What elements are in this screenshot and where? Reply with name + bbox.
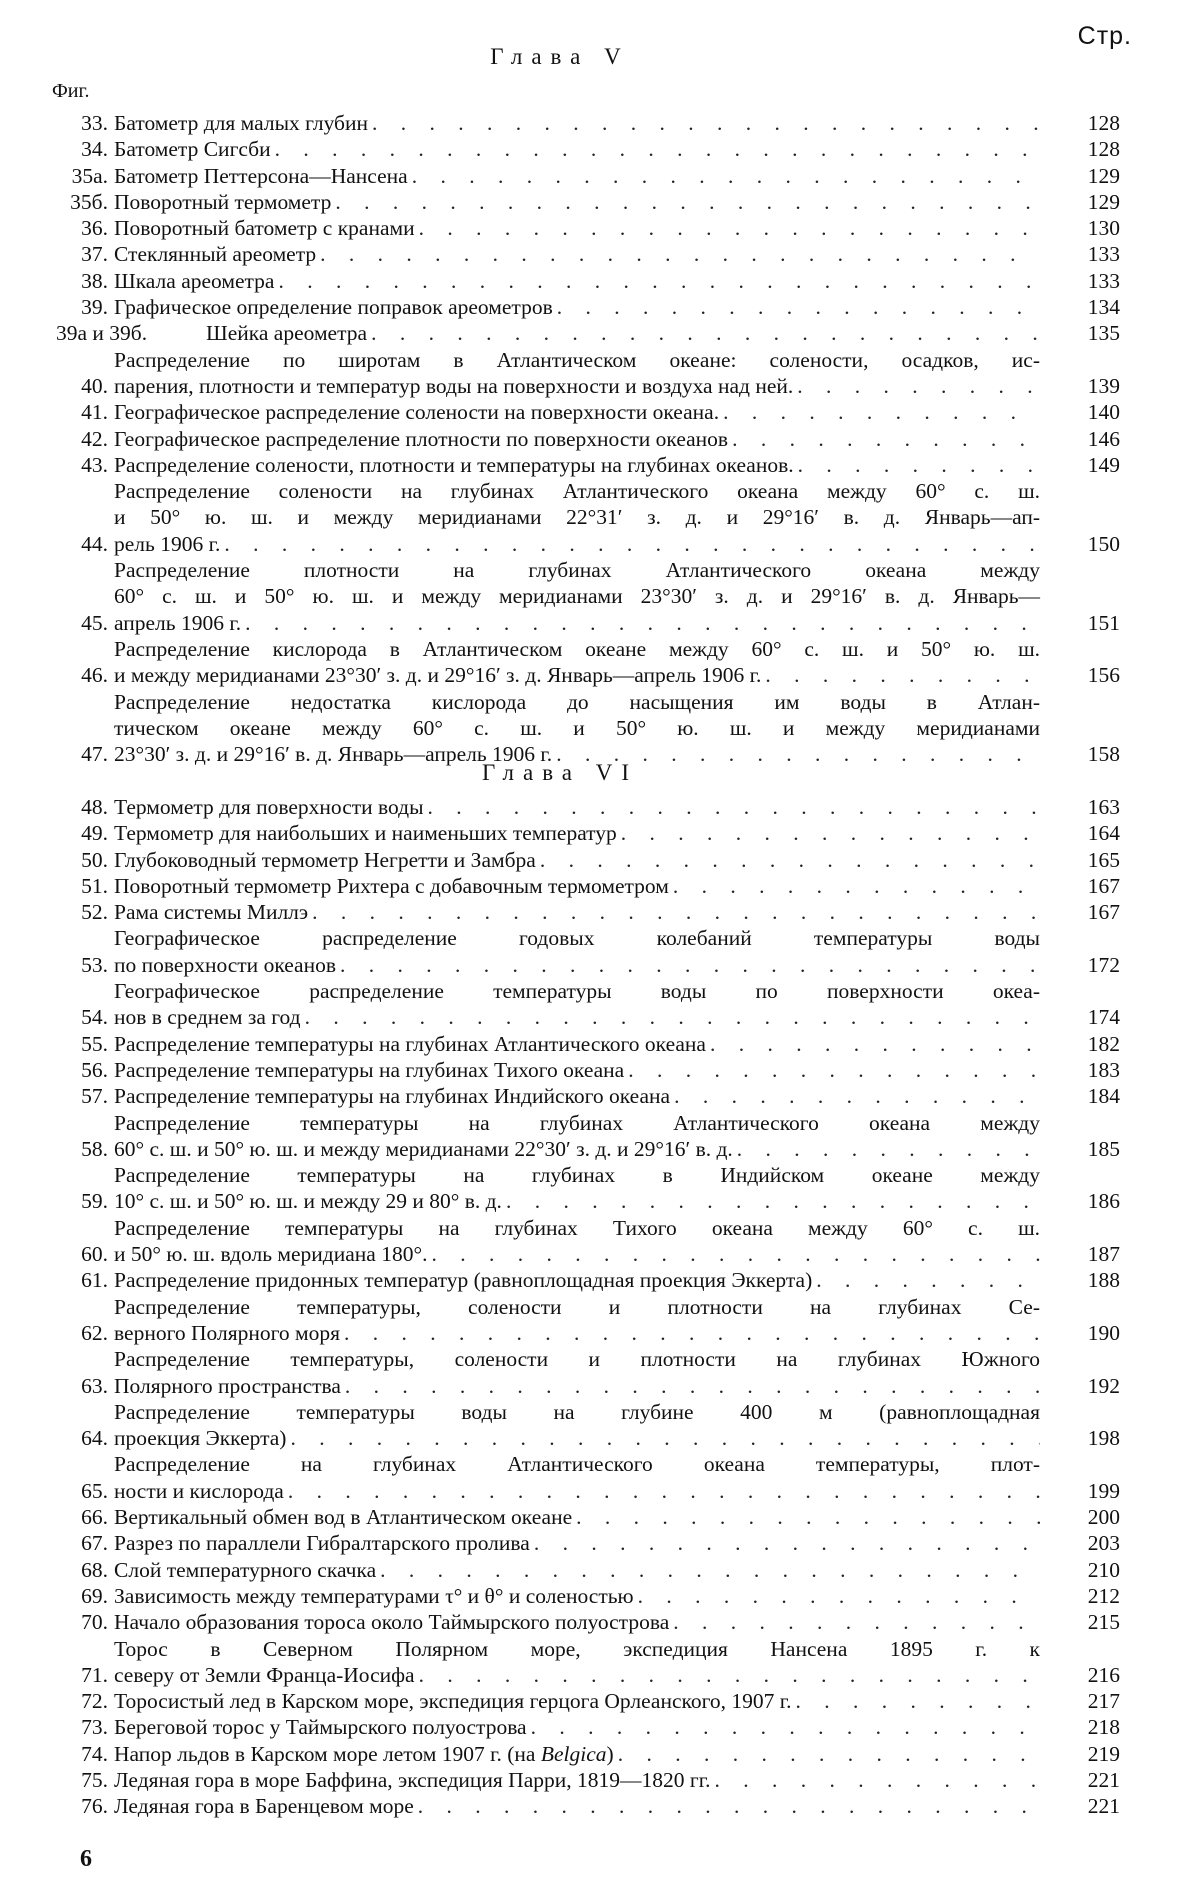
page-reference: 167 — [1087, 900, 1120, 925]
dot-leader — [796, 1688, 1040, 1714]
figure-number: 34. — [81, 137, 108, 162]
figure-number: 47. — [81, 742, 108, 767]
page-reference: 133 — [1087, 242, 1120, 267]
figure-entry — [56, 1451, 1120, 1504]
page-number: 6 — [80, 1846, 92, 1872]
figure-column-label: Фиг. — [52, 80, 90, 102]
page-reference: 134 — [1087, 295, 1120, 320]
page-reference: 156 — [1087, 663, 1120, 688]
figure-caption-line: Распределение температуры воды на глубине 400 м (равноплощадная — [114, 1399, 1040, 1424]
figure-number: 57. — [81, 1084, 108, 1109]
figure-number: 39. — [81, 295, 108, 320]
page-reference: 128 — [1087, 111, 1120, 135]
figure-entry — [56, 136, 1120, 162]
page-reference: 183 — [1087, 1057, 1120, 1082]
figure-caption-line: верного Полярного моря — [114, 1320, 341, 1345]
figure-caption-line: Распределение недостатка кислорода до насыщения им воды в Атлан- — [114, 689, 1040, 714]
dot-leader — [557, 294, 1040, 320]
dot-leader — [380, 1557, 1040, 1583]
page-reference: 164 — [1087, 821, 1120, 846]
dot-leader — [710, 1031, 1040, 1057]
figure-entry — [56, 1767, 1120, 1793]
dot-leader — [288, 1478, 1040, 1504]
figure-caption-line: парения, плотности и температур воды на поверхности и воздуха над ней. — [114, 373, 794, 398]
figure-entry — [56, 689, 1120, 768]
figure-entry — [56, 1083, 1120, 1109]
figure-entry — [56, 1294, 1120, 1347]
page-reference: 192 — [1087, 1373, 1120, 1398]
figure-entry — [56, 294, 1120, 320]
figure-caption-line: Напор льдов в Карском море летом 1907 г. (на Belgica) — [114, 1741, 614, 1766]
figure-number: 71. — [81, 1662, 108, 1687]
dot-leader — [345, 1373, 1040, 1399]
dot-leader — [816, 1267, 1040, 1293]
dot-leader — [344, 1320, 1040, 1346]
figure-caption-line: Распределение солености на глубинах Атлантического океана между 60° с. ш. — [114, 479, 1040, 504]
dot-leader — [737, 1136, 1040, 1162]
figure-number: 39а и 39б. — [56, 321, 148, 346]
figure-number: 67. — [81, 1531, 108, 1556]
dot-leader — [638, 1583, 1040, 1609]
page-reference: 146 — [1087, 426, 1120, 451]
page-reference: 129 — [1087, 189, 1120, 214]
figure-caption-line: Слой температурного скачка — [114, 1557, 377, 1582]
figure-number: 69. — [81, 1583, 108, 1608]
page-reference: 128 — [1087, 137, 1120, 162]
page-reference: 135 — [1087, 321, 1120, 346]
figure-caption-line: Географическое распределение плотности по поверхности океанов — [114, 426, 729, 451]
figure-number: 60. — [81, 1242, 108, 1267]
page-reference: 190 — [1087, 1320, 1120, 1345]
figure-entry — [56, 426, 1120, 452]
figure-caption-line: Полярного пространства — [114, 1373, 341, 1398]
figure-caption-line: проекция Эккерта) — [114, 1426, 287, 1451]
figure-caption-line: рель 1906 г. — [114, 531, 221, 556]
figure-caption-line: Распределение температуры, солености и плотности на глубинах Южного — [114, 1347, 1040, 1372]
figure-entry — [56, 1267, 1120, 1293]
figure-caption-line: Ледяная гора в море Баффина, экспедиция Парри, 1819—1820 гг. — [114, 1767, 711, 1792]
figure-entry — [56, 1557, 1120, 1583]
figure-entry — [56, 268, 1120, 294]
figure-number: 35а. — [71, 163, 108, 188]
figure-number: 49. — [81, 821, 108, 846]
figure-entry — [56, 399, 1120, 425]
figure-entry — [56, 820, 1120, 846]
dot-leader — [428, 794, 1040, 820]
dot-leader — [673, 1609, 1040, 1635]
dot-leader — [412, 163, 1040, 189]
figure-caption-line: Распределение температуры на глубинах Атлантического океана — [114, 1031, 706, 1056]
page-reference: 174 — [1087, 1005, 1120, 1030]
dot-leader — [419, 215, 1040, 241]
page-reference: 221 — [1087, 1767, 1120, 1792]
dot-leader — [278, 268, 1040, 294]
figure-caption-line: и 50° ю. ш. вдоль меридиана 180°. — [114, 1242, 428, 1267]
figure-number: 66. — [81, 1505, 108, 1530]
figure-caption-line: Графическое определение поправок ареометров — [114, 295, 553, 320]
dot-leader — [320, 241, 1040, 267]
figure-caption-line: Рама системы Миллэ — [114, 900, 309, 925]
chapter-5-figure-list — [56, 110, 1120, 767]
page-reference: 130 — [1087, 216, 1120, 241]
figure-entry — [56, 1346, 1120, 1399]
dot-leader — [540, 847, 1040, 873]
figure-number: 37. — [81, 242, 108, 267]
figure-number: 48. — [81, 795, 108, 819]
figure-caption-line: Стеклянный ареометр — [114, 242, 317, 267]
figure-number: 74. — [81, 1741, 108, 1766]
figure-caption-line: Ледяная гора в Баренцевом море — [114, 1794, 414, 1819]
page-reference: 200 — [1087, 1505, 1120, 1530]
figure-caption-line: Батометр для малых глубин — [114, 111, 369, 135]
figure-caption-line: тическом океане между 60° с. ш. и 50° ю. ш. и между меридианами — [114, 715, 1040, 740]
dot-leader — [628, 1057, 1040, 1083]
figure-number: 41. — [81, 400, 108, 425]
figure-caption-line: Начало образования тороса около Таймырского полуострова — [114, 1610, 670, 1635]
figure-caption-line: Распределение температуры на глубинах Тихого океана между 60° с. ш. — [114, 1215, 1040, 1240]
figure-entry — [56, 1162, 1120, 1215]
page-reference: 182 — [1087, 1031, 1120, 1056]
page-reference: 198 — [1087, 1426, 1120, 1451]
figure-number: 36. — [81, 216, 108, 241]
page-reference: 150 — [1087, 531, 1120, 556]
figure-caption-line: Термометр для поверхности воды — [114, 795, 424, 819]
figure-number: 50. — [81, 847, 108, 872]
figure-number: 45. — [81, 610, 108, 635]
page-reference: 217 — [1087, 1689, 1120, 1714]
figure-number: 72. — [81, 1689, 108, 1714]
figure-caption-line: и между меридианами 23°30′ з. д. и 29°16′ з. д. Январь—апрель 1906 г. — [114, 663, 762, 688]
figure-number: 35б. — [70, 189, 108, 214]
page-reference: 188 — [1087, 1268, 1120, 1293]
figure-caption-line: Разрез по параллели Гибралтарского пролива — [114, 1531, 530, 1556]
figure-entry — [56, 1714, 1120, 1740]
page-reference: 210 — [1087, 1557, 1120, 1582]
figure-number: 75. — [81, 1767, 108, 1792]
figure-entry — [56, 1741, 1120, 1767]
page-reference: 167 — [1087, 873, 1120, 898]
figure-number: 68. — [81, 1557, 108, 1582]
dot-leader — [275, 136, 1040, 162]
pages-column-label: Стр. — [1077, 22, 1132, 50]
page-reference: 219 — [1087, 1741, 1120, 1766]
figure-number: 59. — [81, 1189, 108, 1214]
figure-entry — [56, 978, 1120, 1031]
figure-entry — [56, 110, 1120, 136]
figure-entry — [56, 1399, 1120, 1452]
figure-number: 56. — [81, 1057, 108, 1082]
figure-caption-line: Вертикальный обмен вод в Атлантическом океане — [114, 1505, 573, 1530]
figure-caption-line: Поворотный термометр Рихтера с добавочным термометром — [114, 873, 669, 898]
figure-caption-line: Географическое распределение солености на поверхности океана. — [114, 400, 720, 425]
dot-leader — [290, 1425, 1040, 1451]
dot-leader — [714, 1767, 1040, 1793]
figure-caption-line: апрель 1906 г. — [114, 610, 242, 635]
figure-caption-line: Береговой торос у Таймырского полуострова — [114, 1715, 527, 1740]
dot-leader — [765, 662, 1040, 688]
figure-caption-line: 10° с. ш. и 50° ю. ш. и между 29 и 80° в. д. — [114, 1189, 502, 1214]
chapter-5-heading: Глава V — [490, 44, 630, 69]
figure-caption-line: 60° с. ш. и 50° ю. ш. и между меридианами 23°30′ з. д. и 29°16′ в. д. Январь— — [114, 584, 1040, 609]
figure-caption-line: Распределение солености, плотности и температуры на глубинах океанов. — [114, 452, 794, 477]
figure-number: 54. — [81, 1005, 108, 1030]
page-reference: 163 — [1087, 795, 1120, 819]
page-reference: 212 — [1087, 1583, 1120, 1608]
figure-entry — [56, 241, 1120, 267]
dot-leader — [431, 1241, 1040, 1267]
figure-entry — [56, 320, 1120, 346]
figure-number: 62. — [81, 1320, 108, 1345]
page-reference: 187 — [1087, 1242, 1120, 1267]
figure-entry — [56, 1688, 1120, 1714]
figure-entry — [56, 347, 1120, 400]
figure-entry — [56, 1057, 1120, 1083]
figure-entry — [56, 189, 1120, 215]
page-reference: 218 — [1087, 1715, 1120, 1740]
figure-caption-line: и 50° ю. ш. и между меридианами 22°31′ з. д. и 29°16′ в. д. Январь—ап- — [114, 505, 1040, 530]
figure-caption-line: нов в среднем за год — [114, 1005, 301, 1030]
figure-entry — [56, 215, 1120, 241]
figure-number: 64. — [81, 1426, 108, 1451]
figure-entry — [56, 452, 1120, 478]
dot-leader — [576, 1504, 1040, 1530]
dot-leader — [534, 1530, 1040, 1556]
figure-number: 65. — [81, 1478, 108, 1503]
figure-entry — [56, 1031, 1120, 1057]
figure-caption-line: Распределение по широтам в Атлантическом океане: солености, осадков, ис- — [114, 347, 1040, 372]
page-reference: 172 — [1087, 952, 1120, 977]
figure-caption-line: Торос в Северном Полярном море, экспедиция Нансена 1895 г. к — [114, 1636, 1040, 1661]
figure-caption-line: 23°30′ з. д. и 29°16′ в. д. Январь—апрель 1906 г. — [114, 742, 553, 767]
figure-caption-line: Распределение температуры на глубинах в Индийском океане между — [114, 1163, 1040, 1188]
figure-number: 76. — [81, 1794, 108, 1819]
page-reference: 184 — [1087, 1084, 1120, 1109]
chapter-6-figure-list — [56, 794, 1120, 1820]
figure-caption-line: Распределение на глубинах Атлантического океана температуры, плот- — [114, 1452, 1040, 1477]
figure-number: 53. — [81, 952, 108, 977]
page-reference: 165 — [1087, 847, 1120, 872]
page-reference: 158 — [1087, 742, 1120, 767]
page-reference: 185 — [1087, 1136, 1120, 1161]
dot-leader — [245, 610, 1040, 636]
figure-caption-line: Географическое распределение годовых колебаний температуры воды — [114, 926, 1040, 951]
figure-entry — [56, 163, 1120, 189]
figure-caption-line: Глубоководный термометр Негретти и Замбра — [114, 847, 536, 872]
dot-leader — [418, 1793, 1040, 1819]
dot-leader — [312, 899, 1040, 925]
dot-leader — [673, 873, 1040, 899]
page-reference: 139 — [1087, 373, 1120, 398]
figure-entry — [56, 636, 1120, 689]
dot-leader — [371, 320, 1040, 346]
page-reference: 149 — [1087, 452, 1120, 477]
chapter-6-heading: Глава VI — [481, 760, 639, 785]
page-reference: 199 — [1087, 1478, 1120, 1503]
figure-caption-line: Географическое распределение температуры воды по поверхности океа- — [114, 979, 1040, 1004]
figure-number: 58. — [81, 1136, 108, 1161]
dot-leader — [335, 189, 1040, 215]
figure-number: 44. — [81, 531, 108, 556]
figure-caption-line: Распределение плотности на глубинах Атлантического океана между — [114, 558, 1040, 583]
figure-entry — [56, 925, 1120, 978]
figure-caption-line: по поверхности океанов — [114, 952, 336, 977]
figure-entry — [56, 1110, 1120, 1163]
figure-entry — [56, 1793, 1120, 1819]
figure-entry — [56, 794, 1120, 820]
figure-caption-line: Поворотный термометр — [114, 189, 332, 214]
dot-leader — [797, 373, 1040, 399]
figure-entry — [56, 557, 1120, 636]
dot-leader — [372, 110, 1040, 136]
figure-caption-line: Распределение температуры на глубинах Индийского океана — [114, 1084, 671, 1109]
figure-entry — [56, 873, 1120, 899]
dot-leader — [621, 820, 1040, 846]
page-reference: 216 — [1087, 1662, 1120, 1687]
dot-leader — [674, 1083, 1040, 1109]
page-reference: 215 — [1087, 1610, 1120, 1635]
page-reference: 129 — [1087, 163, 1120, 188]
dot-leader — [224, 531, 1040, 557]
figure-number: 61. — [81, 1268, 108, 1293]
figure-entry — [56, 899, 1120, 925]
figure-caption-line: Батометр Петтерсона—Нансена — [114, 163, 408, 188]
figure-caption-line: Батометр Сигсби — [114, 137, 271, 162]
dot-leader — [732, 426, 1040, 452]
dot-leader — [723, 399, 1040, 425]
figure-entry — [56, 1583, 1120, 1609]
figure-caption-line: Зависимость между температурами τ° и θ° и соленостью — [114, 1583, 634, 1608]
figure-entry — [56, 478, 1120, 557]
figure-caption-line: ности и кислорода — [114, 1478, 284, 1503]
figure-entry — [56, 847, 1120, 873]
figure-entry — [56, 1504, 1120, 1530]
figure-caption-line: Распределение температуры на глубинах Тихого океана — [114, 1057, 625, 1082]
figure-number: 63. — [81, 1373, 108, 1398]
dot-leader — [531, 1714, 1040, 1740]
page-reference: 186 — [1087, 1189, 1120, 1214]
figure-number: 40. — [81, 373, 108, 398]
figure-number: 52. — [81, 900, 108, 925]
ship-name: Belgica — [540, 1741, 607, 1766]
figure-number: 70. — [81, 1610, 108, 1635]
figure-caption-line: Распределение придонных температур (равноплощадная проекция Эккерта) — [114, 1268, 813, 1293]
figure-number: 46. — [81, 663, 108, 688]
figure-caption-line: Распределение кислорода в Атлантическом океане между 60° с. ш. и 50° ю. ш. — [114, 636, 1040, 661]
figure-number: 55. — [81, 1031, 108, 1056]
figure-entry — [56, 1609, 1120, 1635]
figure-caption-line: северу от Земли Франца-Иосифа — [114, 1662, 415, 1687]
figure-caption-line: Шейка ареометра — [206, 321, 368, 346]
figure-number: 73. — [81, 1715, 108, 1740]
dot-leader — [340, 952, 1040, 978]
figure-number: 43. — [81, 452, 108, 477]
page-reference: 133 — [1087, 268, 1120, 293]
figure-number: 51. — [81, 873, 108, 898]
dot-leader — [618, 1741, 1040, 1767]
figure-caption-line: Термометр для наибольших и наименьших температур — [114, 821, 617, 846]
figure-caption-line: Торосистый лед в Карском море, экспедиция герцога Орлеанского, 1907 г. — [114, 1689, 792, 1714]
figure-entry — [56, 1530, 1120, 1556]
figure-entry — [56, 1215, 1120, 1268]
figure-caption-line: Распределение температуры на глубинах Атлантического океана между — [114, 1110, 1040, 1135]
dot-leader — [305, 1004, 1040, 1030]
figure-number: 38. — [81, 268, 108, 293]
figure-number: 33. — [81, 111, 108, 135]
page-reference: 221 — [1087, 1794, 1120, 1819]
figure-number: 42. — [81, 426, 108, 451]
dot-leader — [419, 1662, 1040, 1688]
figure-entry — [56, 1636, 1120, 1689]
figure-caption-line: Шкала ареометра — [114, 268, 275, 293]
figure-caption-line: Поворотный батометр с кранами — [114, 216, 415, 241]
page-reference: 151 — [1087, 610, 1120, 635]
dot-leader — [506, 1188, 1040, 1214]
page-reference: 203 — [1087, 1531, 1120, 1556]
page-reference: 140 — [1087, 400, 1120, 425]
figure-caption-line: Распределение температуры, солености и плотности на глубинах Се- — [114, 1294, 1040, 1319]
dot-leader — [798, 452, 1040, 478]
figure-caption-line: 60° с. ш. и 50° ю. ш. и между меридианами 22°30′ з. д. и 29°16′ в. д. — [114, 1136, 733, 1161]
